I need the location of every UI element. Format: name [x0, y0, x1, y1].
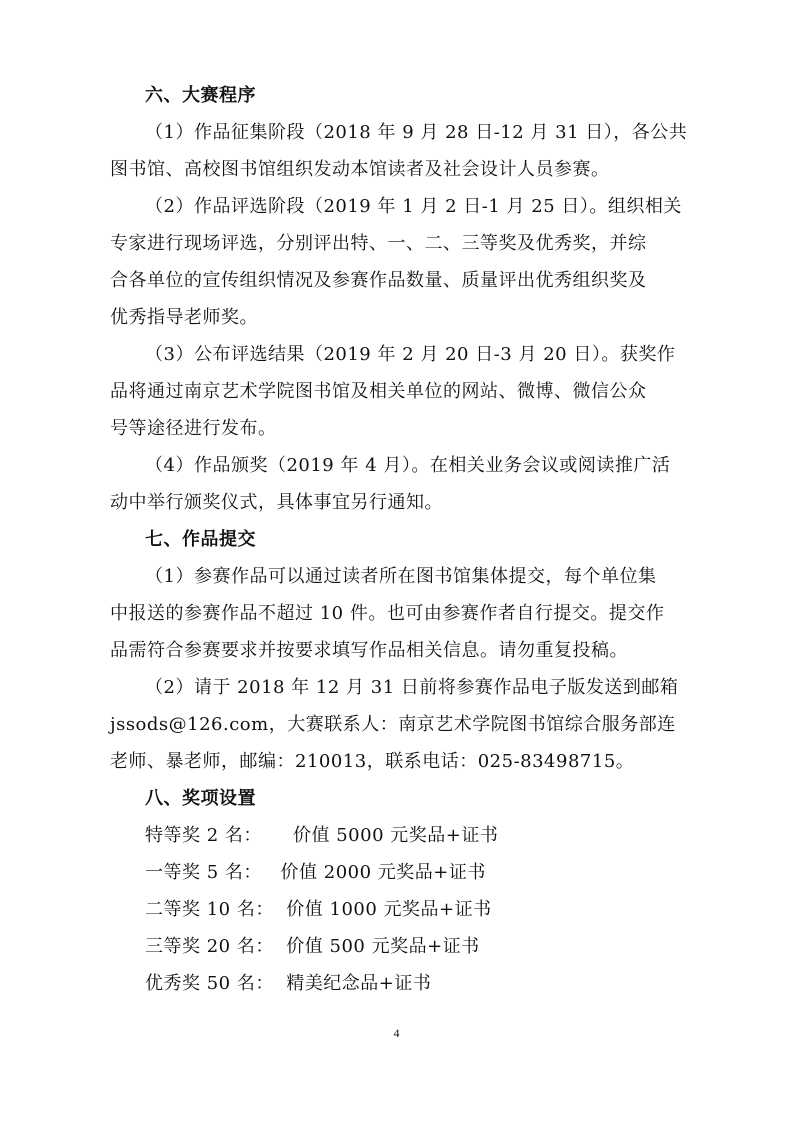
- section-7-line: jssods@126.com，大赛联系人：南京艺术学院图书馆综合服务部连: [110, 714, 676, 735]
- award-row: 三等奖 20 名： 价值 500 元奖品+证书: [145, 936, 480, 957]
- section-6-heading: 六、大赛程序: [145, 85, 256, 106]
- section-7-line: （1）参赛作品可以通过读者所在图书馆集体提交，每个单位集: [145, 566, 657, 587]
- page-number: 4: [393, 1026, 400, 1040]
- section-6-line: （2）作品评选阶段（2019 年 1 月 2 日-1 月 25 日）。组织相关: [145, 196, 682, 217]
- section-7-line: 品需符合参赛要求并按要求填写作品相关信息。请勿重复投稿。: [110, 640, 628, 661]
- section-6-line: 优秀指导老师奖。: [110, 307, 258, 328]
- award-row: 二等奖 10 名： 价值 1000 元奖品+证书: [145, 899, 492, 920]
- section-6-line: 品将通过南京艺术学院图书馆及相关单位的网站、微博、微信公众: [110, 381, 647, 402]
- award-row: 特等奖 2 名： 价值 5000 元奖品+证书: [145, 825, 499, 846]
- section-6-line: 号等途径进行发布。: [110, 418, 277, 439]
- section-7-line: 老师、暴老师，邮编：210013，联系电话：025-83498715。: [110, 751, 635, 772]
- section-6-line: 动中举行颁奖仪式，具体事宜另行通知。: [110, 492, 443, 513]
- section-7-line: 中报送的参赛作品不超过 10 件。也可由参赛作者自行提交。提交作: [110, 603, 665, 624]
- award-row: 优秀奖 50 名： 精美纪念品+证书: [145, 973, 432, 994]
- section-6-line: （3）公布评选结果（2019 年 2 月 20 日-3 月 20 日）。获奖作: [145, 344, 676, 365]
- section-7-heading: 七、作品提交: [145, 529, 256, 550]
- section-7-line: （2）请于 2018 年 12 月 31 日前将参赛作品电子版发送到邮箱: [145, 677, 679, 698]
- section-6-line: （4）作品颁奖（2019 年 4 月）。在相关业务会议或阅读推广活: [145, 455, 671, 476]
- section-6-line: 合各单位的宣传组织情况及参赛作品数量、质量评出优秀组织奖及: [110, 270, 647, 291]
- section-8-heading: 八、奖项设置: [145, 788, 256, 809]
- section-6-line: 图书馆、高校图书馆组织发动本馆读者及社会设计人员参赛。: [110, 159, 610, 180]
- section-6-line: 专家进行现场评选，分别评出特、一、二、三等奖及优秀奖，并综: [110, 233, 647, 254]
- award-row: 一等奖 5 名： 价值 2000 元奖品+证书: [145, 862, 486, 883]
- section-6-line: （1）作品征集阶段（2018 年 9 月 28 日-12 月 31 日），各公共: [145, 122, 688, 143]
